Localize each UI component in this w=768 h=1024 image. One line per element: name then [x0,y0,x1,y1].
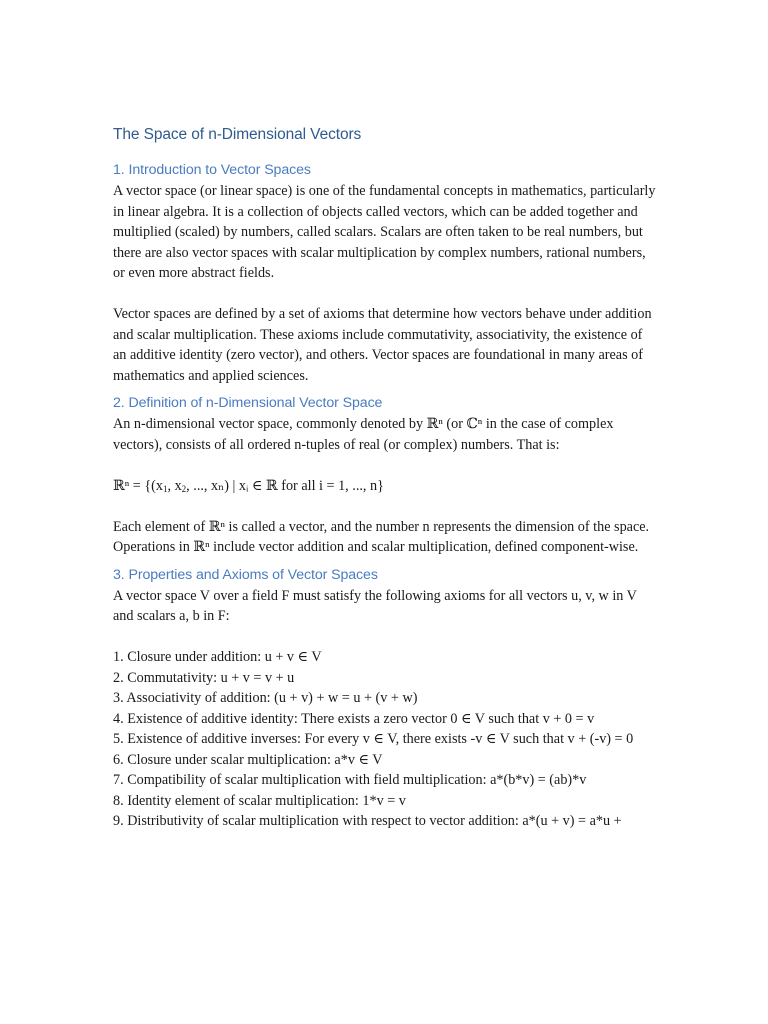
axiom-item: 1. Closure under addition: u + v ∈ V [113,649,322,665]
blank-line [113,496,658,517]
axiom-item: 5. Existence of additive inverses: For every v ∈ V, there exists -v ∈ V such that v + (-v) = 0 [113,731,634,747]
paragraph: A vector space V over a field F must satisfy the following axioms for all vectors u, v, w in V and scalars a, b in F: [113,587,637,624]
axiom-item: 6. Closure under scalar multiplication: a*v ∈ V [113,751,383,768]
axiom-list [113,647,658,832]
paragraph: An n-dimensional vector space, commonly denoted by ℝⁿ (or ℂⁿ in the case of complex vectors), consists of all ordered n-tuples of real (or complex) numbers. That is: [113,416,614,453]
section-heading: 2. Definition of n-Dimensional Vector Space [113,395,383,411]
formula-subscript: 2 [181,483,187,494]
section-heading: 1. Introduction to Vector Spaces [113,162,311,178]
formula-part: ℝⁿ = {(x [113,477,163,494]
section-definition [113,393,658,558]
paragraph: A vector space (or linear space) is one of the fundamental concepts in mathematics, particularly in linear algebra. It is a collection of objects called vectors, which can be added together and multiplied (scaled) by numbers, called scalars. Scalars are often taken to be real numbers, but there are also vector spaces with scalar multiplication by complex numbers, rational numbers, or even more abstract fields. [113,183,656,281]
formula-part: , x [167,477,182,494]
formula-part: , ..., xₙ) | xᵢ ∈ ℝ for all i = 1, ..., n} [186,477,384,494]
axiom-item: 3. Associativity of addition: (u + v) + w = u + (v + w) [113,690,418,706]
set-definition-formula [113,476,658,497]
blank-line [113,627,658,648]
section-heading: 3. Properties and Axioms of Vector Spaces [113,566,378,583]
document-page [113,124,658,832]
paragraph: Each element of ℝⁿ is called a vector, and the number n represents the dimension of the space. Operations in ℝⁿ include vector addition and scalar multiplication, defined component-wise. [113,518,650,555]
axiom-item: 7. Compatibility of scalar multiplication with field multiplication: a*(b*v) = (ab)*v [113,772,587,788]
axiom-item: 4. Existence of additive identity: There exists a zero vector 0 ∈ V such that v + 0 = v [113,710,595,727]
axiom-item: 9. Distributivity of scalar multiplication with respect to vector addition: a*(u + v) = a*u + [113,813,622,829]
section-spacer [113,386,658,393]
paragraph: Vector spaces are defined by a set of axioms that determine how vectors behave under addition and scalar multiplication. These axioms include commutativity, associativity, the existence of an additive identity (zero vector), and others. Vector spaces are foundational in many areas of mathematics and applied sciences. [113,306,652,384]
axiom-item: 8. Identity element of scalar multiplication: 1*v = v [113,792,406,809]
section-spacer [113,558,658,565]
axiom-item: 2. Commutativity: u + v = v + u [113,669,295,686]
blank-line [113,455,658,476]
document-title: The Space of n-Dimensional Vectors [113,126,362,143]
section-axioms [113,565,658,832]
formula-subscript: 1 [162,483,168,494]
blank-line [113,284,658,305]
section-introduction [113,160,658,386]
